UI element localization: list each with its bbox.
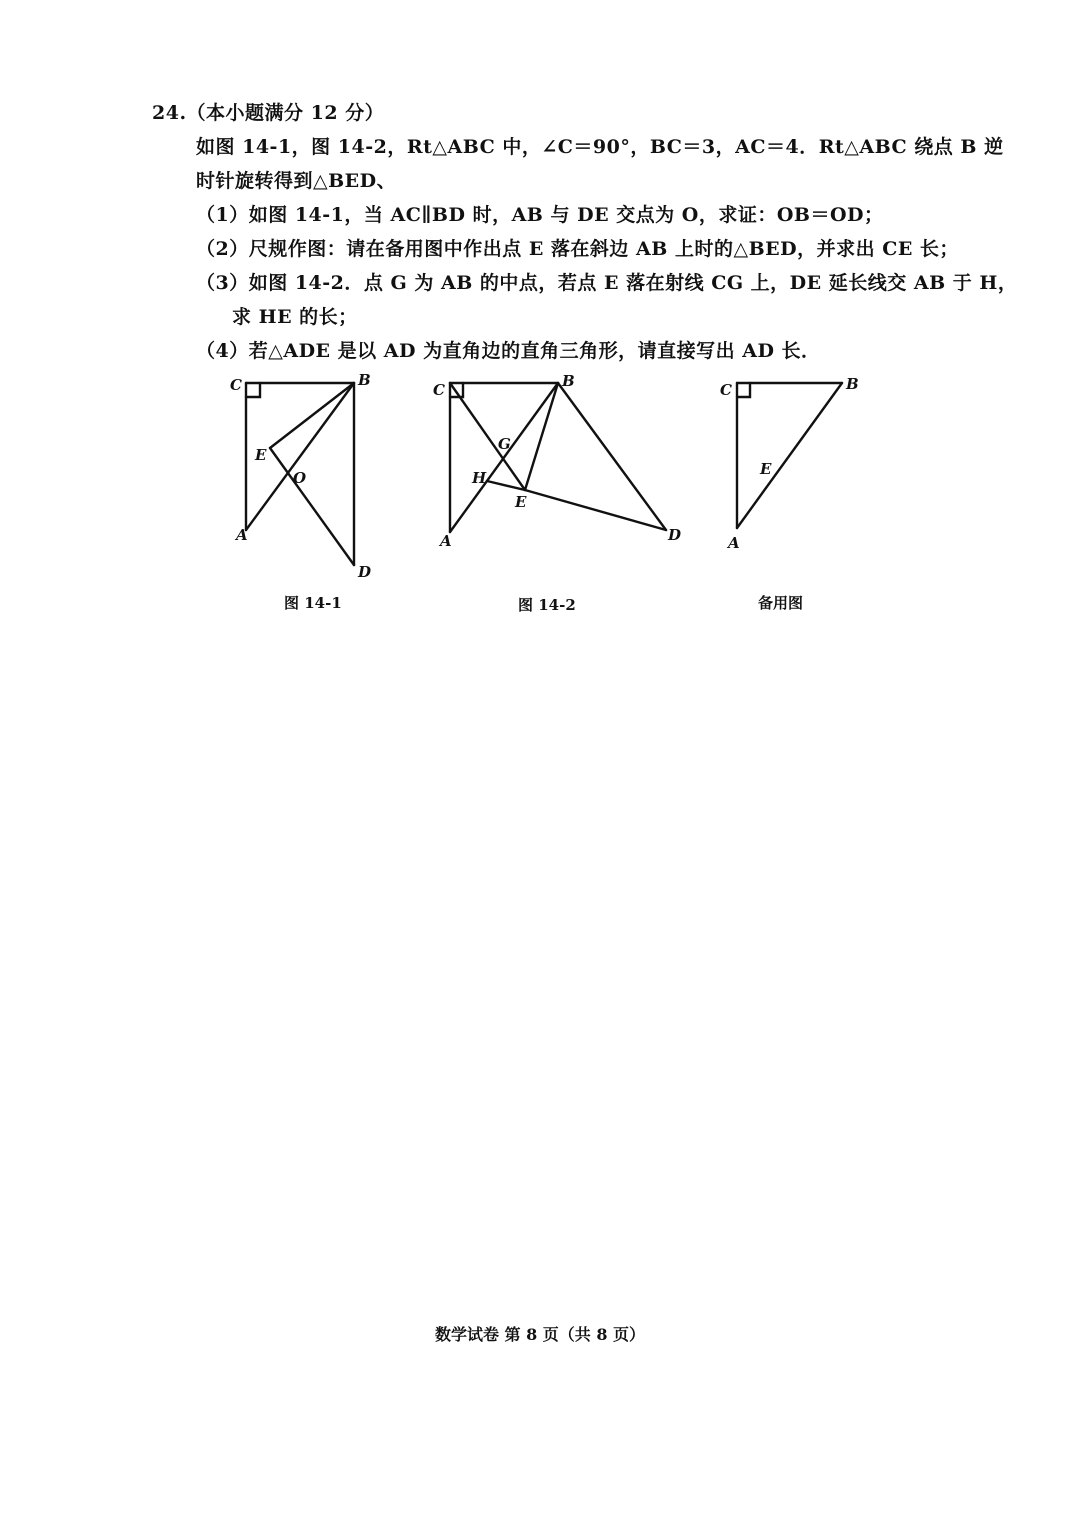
fig2-label-g: G bbox=[498, 435, 511, 453]
spare-figure bbox=[0, 0, 1080, 640]
part-3-line1: （3）如图 14-2．点 G 为 AB 的中点，若点 E 落在射线 CG 上，DE 延长线交 AB 于 H， bbox=[196, 272, 1018, 294]
fig1-label-o: O bbox=[293, 469, 307, 487]
fig3-label-a: A bbox=[728, 534, 740, 552]
part-1: （1）如图 14-1，当 AC∥BD 时，AB 与 DE 交点为 O，求证：OB＝OD； bbox=[196, 204, 884, 226]
fig3-segment-ab bbox=[737, 383, 842, 528]
question-stem-line2: 时针旋转得到△BED、 bbox=[196, 170, 397, 192]
question-stem-line1: 如图 14-1，图 14-2，Rt△ABC 中，∠C＝90°，BC＝3，AC＝4．Rt△ABC 绕点 B 逆 bbox=[196, 136, 1004, 158]
fig2-label-a: A bbox=[440, 532, 452, 550]
fig3-right-angle-mark bbox=[737, 383, 750, 397]
fig3-label-c: C bbox=[720, 381, 732, 399]
part-4: （4）若△ADE 是以 AD 为直角边的直角三角形，请直接写出 AD 长． bbox=[196, 340, 821, 362]
fig3-label-b: B bbox=[846, 375, 859, 393]
part-3-line2: 求 HE 的长； bbox=[232, 306, 358, 328]
fig1-label-b: B bbox=[358, 371, 371, 389]
fig2-label-e: E bbox=[515, 493, 527, 511]
fig2-label-d: D bbox=[668, 526, 682, 544]
fig1-label-d: D bbox=[358, 563, 372, 581]
spare-figure-caption: 备用图 bbox=[758, 594, 804, 612]
figure-14-1-caption: 图 14-1 bbox=[284, 594, 342, 612]
fig2-label-b: B bbox=[562, 372, 575, 390]
part-2: （2）尺规作图：请在备用图中作出点 E 落在斜边 AB 上时的△BED，并求出 CE 长； bbox=[196, 238, 959, 260]
fig3-label-e: E bbox=[760, 460, 772, 478]
figure-14-2-caption: 图 14-2 bbox=[518, 596, 576, 614]
fig2-label-h: H bbox=[472, 469, 487, 487]
spare-figure-diagram bbox=[0, 0, 1080, 640]
fig1-label-c: C bbox=[230, 376, 242, 394]
page-footer: 数学试卷 第 8 页（共 8 页） bbox=[434, 1325, 646, 1344]
fig1-label-e: E bbox=[255, 446, 267, 464]
fig2-label-c: C bbox=[433, 381, 445, 399]
question-number: 24.（本小题满分 12 分） bbox=[152, 102, 385, 124]
fig1-label-a: A bbox=[236, 526, 248, 544]
